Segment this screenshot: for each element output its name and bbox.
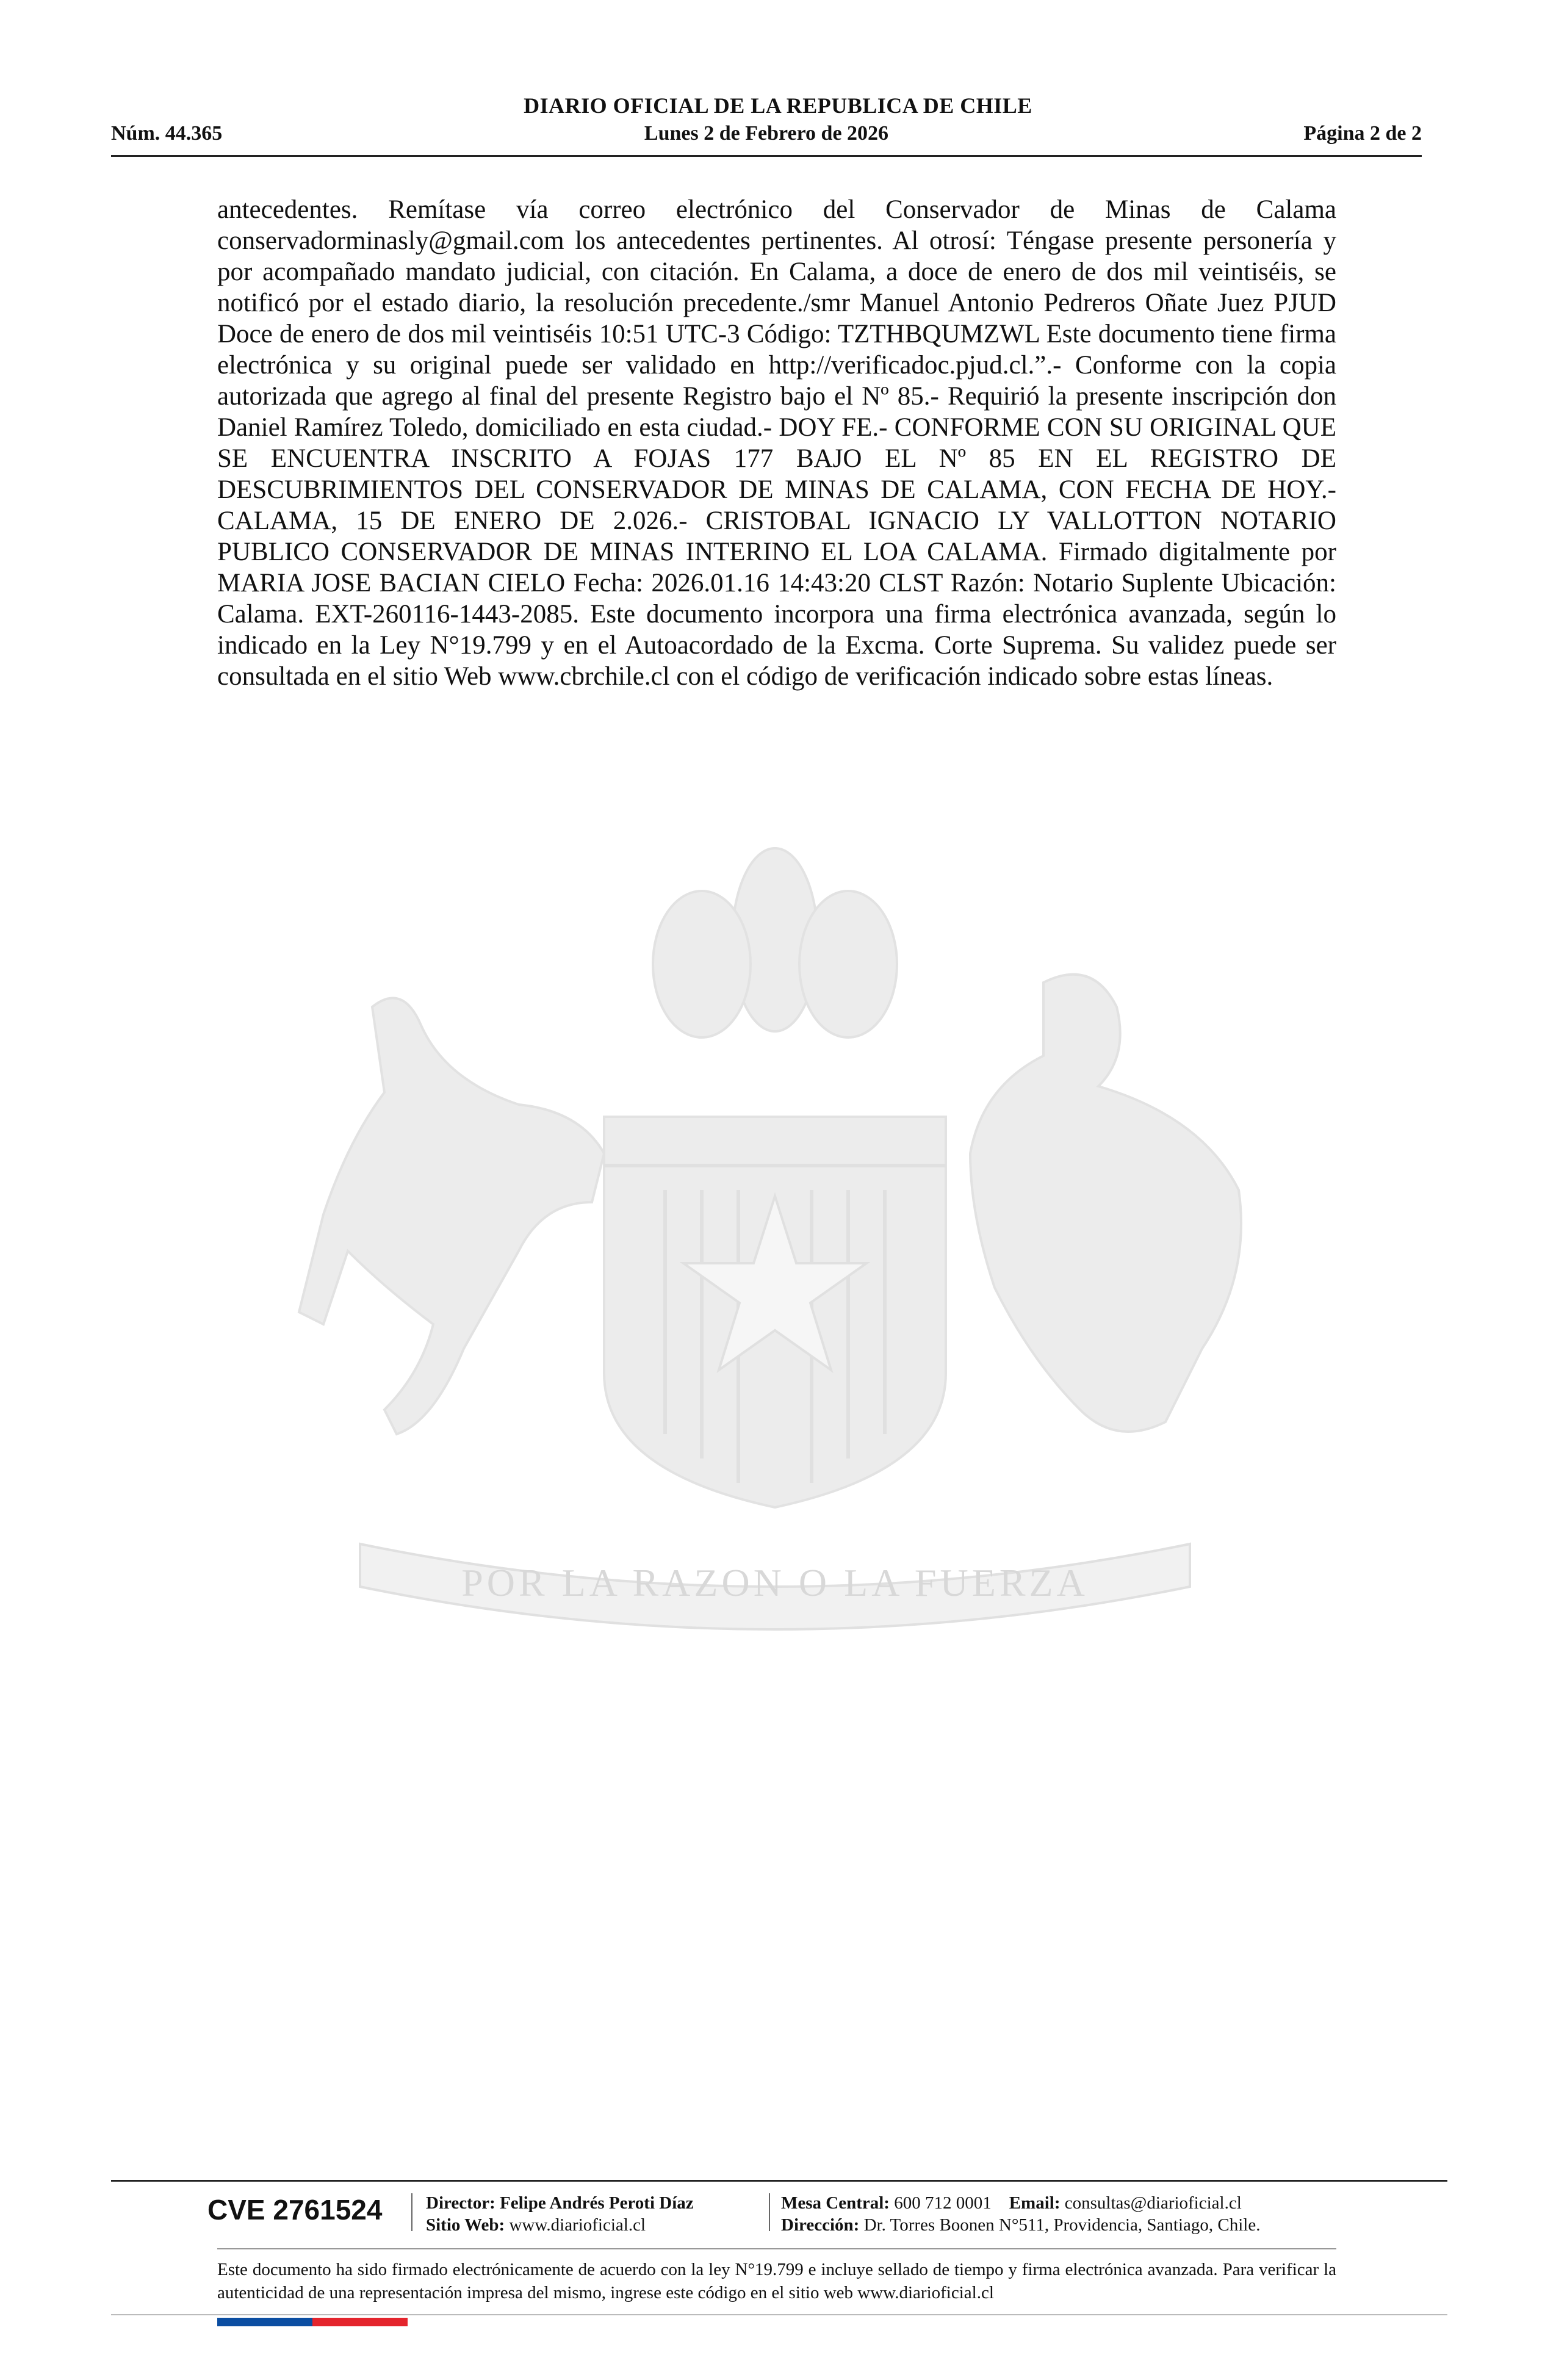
- footer-contact-right: [781, 2192, 1260, 2236]
- cve-code: CVE 2761524: [207, 2194, 383, 2226]
- flag-blue-segment: [217, 2318, 312, 2326]
- footer-divider-bottom: [111, 2314, 1447, 2315]
- chile-coat-of-arms-icon: [201, 824, 1349, 1678]
- footer-divider-mid: [217, 2248, 1336, 2249]
- footer-separator: [769, 2193, 770, 2231]
- address-label: Dirección:: [781, 2215, 860, 2235]
- page-number: Página 2 de 2: [1303, 122, 1422, 145]
- issue-number: Núm. 44.365: [111, 122, 223, 145]
- mesa-central-label: Mesa Central:: [781, 2193, 890, 2213]
- header-divider: [111, 155, 1422, 157]
- director-label: Director:: [426, 2193, 495, 2213]
- address-value: Dr. Torres Boonen N°511, Providencia, Santiago, Chile.: [863, 2215, 1261, 2235]
- email-label: Email:: [1009, 2193, 1061, 2213]
- mesa-central-phone: 600 712 0001: [894, 2193, 992, 2213]
- footer-divider-top: [111, 2180, 1447, 2182]
- chile-flag-stripe: [217, 2318, 408, 2326]
- header-row: [111, 122, 1422, 145]
- website-link[interactable]: www.diarioficial.cl: [509, 2215, 646, 2235]
- signature-note: Este documento ha sido firmado electrónicamente de acuerdo con la ley N°19.799 e incluye sellado de tiempo y firma electrónica avanzada. Para verificar la autenticidad de una representación impresa del mismo, ingrese este código en el sitio web www.diarioficial.cl: [217, 2260, 1336, 2302]
- body-paragraph: antecedentes. Remítase vía correo electrónico del Conservador de Minas de Calama conservadorminasly@gmail.com los antecedentes pertinentes. Al otrosí: Téngase presente personería y por acompañado mandato judicial, con citación. En Calama, a doce de enero de dos mil veintiséis, se notificó por el estado diario, la resolución precedente./smr Manuel Antonio Pedreros Oñate Juez PJUD Doce de enero de dos mil veintiséis 10:51 UTC-3 Código: TZTHBQUMZWL Este documento tiene firma electrónica y su original puede ser validado en http://verificadoc.pjud.cl.”.- Conforme con la copia autorizada que agrego al final del presente Registro bajo el Nº 85.- Requirió la presente inscripción don Daniel Ramírez Toledo, domiciliado en esta ciudad.- DOY FE.- CONFORME CON SU ORIGINAL QUE SE ENCUENTRA INSCRITO A FOJAS 177 BAJO EL Nº 85 EN EL REGISTRO DE DESCUBRIMIENTOS DEL CONSERVADOR DE MINAS DE CALAMA, CON FECHA DE HOY.- CALAMA, 15 DE ENERO DE 2.026.- CRISTOBAL IGNACIO LY VALLOTTON NOTARIO PUBLICO CONSERVADOR DE MINAS INTERINO EL LOA CALAMA. Firmado digitalmente por MARIA JOSE BACIAN CIELO Fecha: 2026.01.16 14:43:20 CLST Razón: Notario Suplente Ubicación: Calama. EXT-260116-1443-2085. Este documento incorpora una firma electrónica avanzada, según lo indicado en la Ley N°19.799 y en el Autoacordado de la Excma. Corte Suprema. Su validez puede ser consultada en el sitio Web www.cbrchile.cl con el código de verificación indicado sobre estas líneas.: [217, 195, 1336, 691]
- flag-red-segment: [312, 2318, 408, 2326]
- watermark-motto: POR LA RAZON O LA FUERZA: [461, 1561, 1089, 1604]
- footer-contact-left: [426, 2192, 694, 2236]
- newspaper-title: DIARIO OFICIAL DE LA REPUBLICA DE CHILE: [524, 93, 1032, 118]
- email-link[interactable]: consultas@diarioficial.cl: [1064, 2193, 1242, 2213]
- website-label: Sitio Web:: [426, 2215, 505, 2235]
- issue-date: Lunes 2 de Febrero de 2026: [644, 122, 889, 145]
- footer-separator: [411, 2193, 412, 2231]
- director-name: Felipe Andrés Peroti Díaz: [500, 2193, 694, 2213]
